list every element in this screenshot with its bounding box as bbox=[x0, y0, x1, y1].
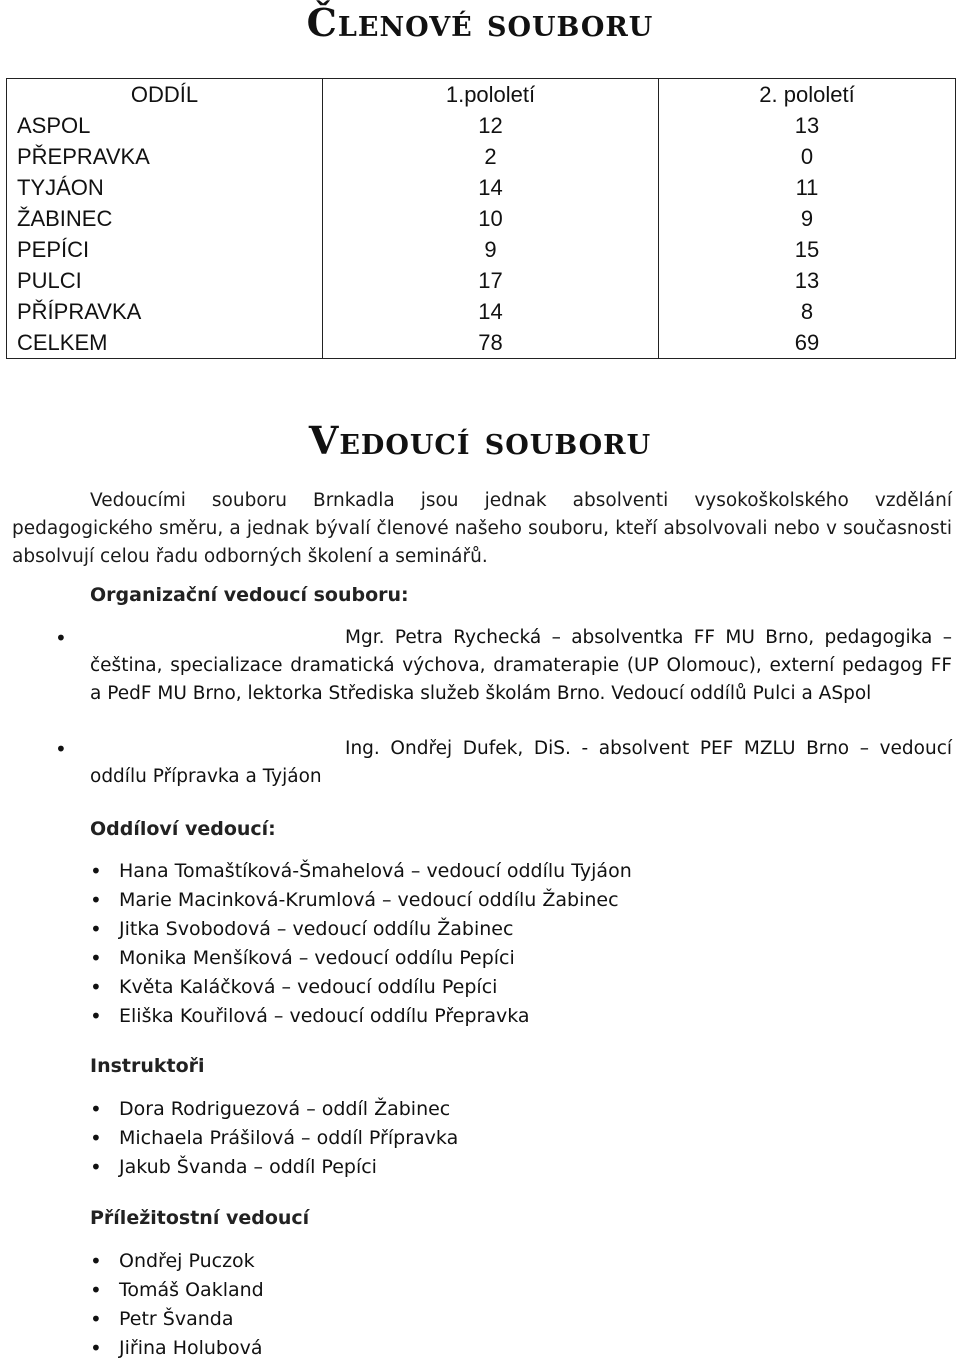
table-cell-second-half: 13 bbox=[659, 265, 956, 296]
table-cell-section: ASPOL bbox=[17, 112, 91, 138]
table-cell-second-half: 13 bbox=[659, 110, 956, 141]
members-table bbox=[6, 78, 956, 359]
occasional-leaders-list bbox=[90, 1247, 264, 1363]
section-leaders-title: Oddíloví vedoucí: bbox=[90, 818, 276, 840]
intro-paragraph bbox=[12, 487, 952, 571]
table-row bbox=[7, 110, 956, 141]
table-header-row bbox=[7, 79, 956, 111]
table-cell-section: PŘEPRAVKA bbox=[17, 143, 150, 169]
list-item: • Jitka Svobodová – vedoucí oddílu Žabinec bbox=[90, 915, 632, 944]
table-cell-first-half: 2 bbox=[323, 141, 659, 172]
list-item: • Michaela Prášilová – oddíl Přípravka bbox=[90, 1124, 458, 1153]
table-cell-second-half: 11 bbox=[659, 172, 956, 203]
table-cell-first-half: 14 bbox=[323, 296, 659, 327]
table-cell-second-half: 0 bbox=[659, 141, 956, 172]
column-header-section: ODDÍL bbox=[130, 81, 199, 107]
table-cell-first-half: 10 bbox=[323, 203, 659, 234]
table-cell-first-half: 12 bbox=[323, 110, 659, 141]
table-cell-second-half: 9 bbox=[659, 203, 956, 234]
members-heading: Členové souboru bbox=[306, 0, 654, 45]
list-item: • Jakub Švanda – oddíl Pepíci bbox=[90, 1153, 458, 1182]
intro-text: Vedoucími souboru Brnkadla jsou jednak absolventi vysokoškolského vzdělání pedagogického směru, a jednak bývalí členové našeho souboru, kteří absolvovali nebo v současnosti absolvují celou řadu odborných školení a seminářů. bbox=[12, 490, 952, 567]
organizational-leader-text: Mgr. Petra Rychecká – absolventka FF MU Brno, pedagogika – čeština, specializace dramatická výchova, dramaterapie (UP Olomouc), externí pedagog FF a PedF MU Brno, lektorka Střediska služeb školám Brno. Vedoucí oddílů Pulci a ASpol bbox=[90, 627, 952, 704]
list-item: • Květa Kaláčková – vedoucí oddílu Pepíci bbox=[90, 973, 632, 1002]
table-row bbox=[7, 203, 956, 234]
list-item: • Marie Macinková-Krumlová – vedoucí oddílu Žabinec bbox=[90, 886, 632, 915]
table-cell-first-half: 17 bbox=[323, 265, 659, 296]
list-item: • Petr Švanda bbox=[90, 1305, 264, 1334]
table-cell-section: TYJÁON bbox=[17, 174, 104, 200]
table-row bbox=[7, 234, 956, 265]
table-cell-second-half: 8 bbox=[659, 296, 956, 327]
list-item: • Ondřej Puczok bbox=[90, 1247, 264, 1276]
list-item: • Hana Tomaštíková-Šmahelová – vedoucí oddílu Tyjáon bbox=[90, 857, 632, 886]
column-header-first-half: 1.pololetí bbox=[323, 79, 659, 111]
table-cell-section: PULCI bbox=[17, 267, 82, 293]
list-item: • Tomáš Oakland bbox=[90, 1276, 264, 1305]
table-cell-first-half: 14 bbox=[323, 172, 659, 203]
list-item: • Dora Rodriguezová – oddíl Žabinec bbox=[90, 1095, 458, 1124]
organizational-leader-text: Ing. Ondřej Dufek, DiS. - absolvent PEF MZLU Brno – vedoucí oddílu Přípravka a Tyjáon bbox=[90, 738, 952, 787]
table-cell-section: PŘÍPRAVKA bbox=[17, 298, 142, 324]
leaders-heading: Vedoucí souboru bbox=[308, 418, 652, 463]
bullet-icon: • bbox=[55, 626, 67, 650]
column-header-second-half: 2. pololetí bbox=[659, 79, 956, 111]
occasional-leaders-title: Příležitostní vedoucí bbox=[90, 1207, 310, 1229]
table-cell-second-half: 69 bbox=[659, 327, 956, 359]
table-cell-second-half: 15 bbox=[659, 234, 956, 265]
organizational-leader-item bbox=[55, 624, 952, 708]
instructors-title: Instruktoři bbox=[90, 1055, 205, 1077]
table-cell-section: CELKEM bbox=[17, 329, 108, 355]
table-total-row bbox=[7, 327, 956, 359]
section-leaders-list bbox=[90, 857, 632, 1031]
table-cell-section: PEPÍCI bbox=[17, 236, 90, 262]
instructors-list bbox=[90, 1095, 458, 1182]
table-cell-section: ŽABINEC bbox=[17, 205, 113, 231]
table-row bbox=[7, 141, 956, 172]
table-cell-first-half: 9 bbox=[323, 234, 659, 265]
list-item: • Eliška Kouřilová – vedoucí oddílu Přepravka bbox=[90, 1002, 632, 1031]
bullet-icon: • bbox=[55, 737, 67, 761]
table-row bbox=[7, 172, 956, 203]
list-item: • Monika Menšíková – vedoucí oddílu Pepíci bbox=[90, 944, 632, 973]
list-item: • Jiřina Holubová bbox=[90, 1334, 264, 1363]
organizational-leader-item bbox=[55, 735, 952, 791]
table-cell-first-half: 78 bbox=[323, 327, 659, 359]
table-row bbox=[7, 265, 956, 296]
organizational-leaders-title: Organizační vedoucí souboru: bbox=[90, 584, 409, 606]
table-row bbox=[7, 296, 956, 327]
